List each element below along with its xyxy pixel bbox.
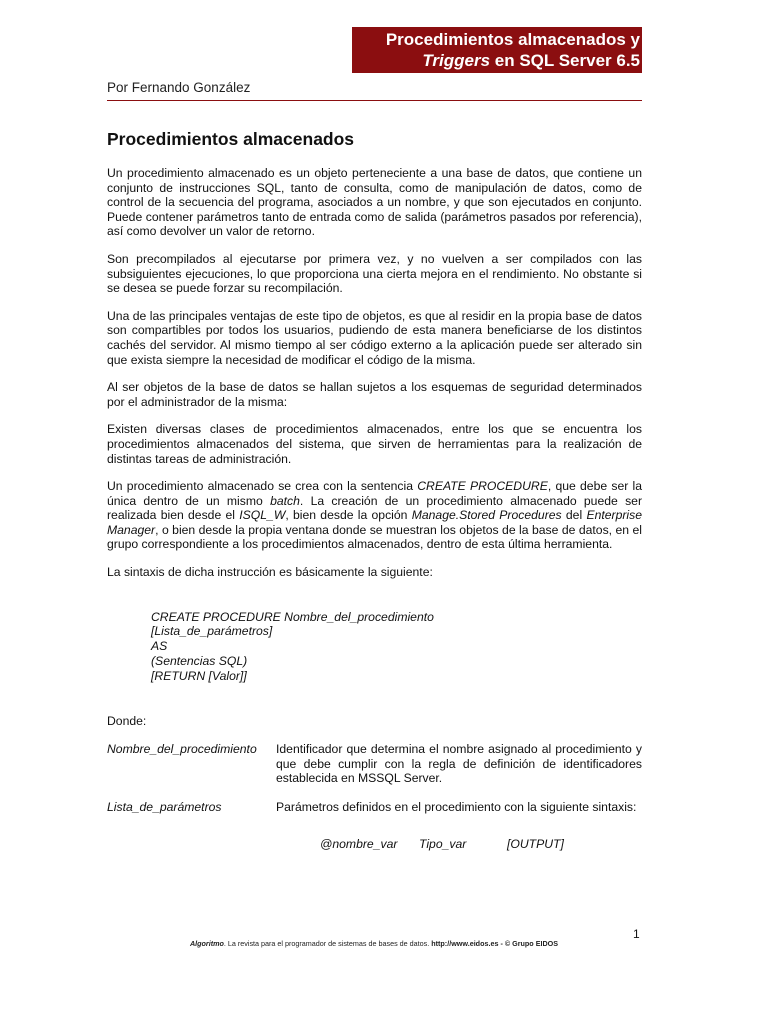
p6-text-2: , que debe ser la única dentro de un mismo — [107, 479, 643, 508]
p6-text-5: del — [561, 508, 587, 523]
banner-triggers-word: Triggers — [422, 51, 491, 70]
p6-text-4: , bien desde la opción — [285, 508, 412, 523]
p6-text-1: Un procedimiento almacenado se crea con la sentencia — [107, 479, 418, 494]
definition-desc: Parámetros definidos en el procedimiento con la siguiente sintaxis: — [276, 800, 637, 815]
definitions-list — [107, 742, 642, 814]
param-name: @nombre_var — [320, 836, 398, 851]
paragraph-6 — [107, 479, 642, 552]
param-syntax — [320, 837, 642, 852]
title-banner — [352, 27, 642, 73]
paragraph-1: Un procedimiento almacenado es un objeto perteneciente a una base de datos, que contiene un conjunto de instrucciones SQL, tanto de consulta, como de manipulación de datos, como de control de la secuencia del programa, asociados a un nombre, y que son ejecutados en conjunto. Puede contener parámetros tanto de entrada como de salida (parámetros pasados por referencia), así como devolver un valor de retorno. — [107, 166, 642, 239]
param-type: Tipo_var — [419, 836, 467, 851]
definition-desc: Identificador que determina el nombre asignado al procedimiento y que debe cumplir con la regla de definición de identificadores establecida en MSSQL Server. — [276, 742, 642, 786]
p6-italic-isql: ISQL_W — [239, 508, 286, 523]
code-line: [RETURN [Valor]] — [151, 668, 247, 683]
code-line: CREATE PROCEDURE Nombre_del_procedimiento — [151, 609, 434, 624]
paragraph-2: Son precompilados al ejecutarse por primera vez, y no vuelven a ser compilados con las subsiguientes ejecuciones, lo que proporciona una cierta mejora en el rendimiento. No obstante si se desea se puede forzar su recompilación. — [107, 251, 642, 296]
header-divider — [107, 100, 642, 101]
banner-title-rest: en SQL Server 6.5 — [490, 51, 640, 70]
code-line: AS — [151, 639, 168, 654]
p6-italic-create-procedure: CREATE PROCEDURE — [417, 479, 548, 494]
code-line: (Sentencias SQL) — [151, 654, 248, 669]
p6-italic-batch: batch — [270, 493, 300, 508]
donde-label: Donde: — [107, 713, 147, 728]
definition-row — [107, 742, 642, 786]
p6-italic-manage: Manage.Stored Procedures — [411, 508, 562, 523]
p6-text-3: . La creación de un procedimiento almacenado puede ser realizada bien desde el — [107, 493, 643, 523]
definition-row — [107, 800, 642, 815]
code-line: [Lista_de_parámetros] — [151, 624, 273, 639]
paragraph-5: Existen diversas clases de procedimientos almacenados, entre los que se encuentra los procedimientos almacenados del sistema, que sirven de herramientas para la realización de distintas tareas de administración. — [107, 422, 642, 466]
footer-link[interactable]: http://www.eidos.es - © Grupo EIDOS — [431, 939, 559, 948]
banner-title-line1: Procedimientos almacenados y — [385, 30, 640, 49]
footer-brand: Algoritmo — [189, 939, 224, 948]
document-body — [107, 128, 642, 851]
definition-term: Nombre_del_procedimiento — [107, 742, 257, 757]
section-title: Procedimientos almacenados — [107, 129, 355, 149]
banner-title-line2 — [352, 50, 640, 71]
p6-text-6: , o bien desde la propia ventana donde se muestran los objetos de la base de datos, en el grupo correspondiente a los procedimientos almacenados, dentro de esta última herramienta. — [107, 522, 642, 552]
code-block — [151, 610, 642, 684]
page-number: 1 — [633, 927, 640, 941]
author-byline: Por Fernando González — [107, 80, 251, 95]
footer — [0, 939, 748, 948]
footer-text: . La revista para el programador de sistemas de bases de datos. — [223, 939, 432, 948]
definition-term: Lista_de_parámetros — [107, 800, 222, 815]
paragraph-3: Una de las principales ventajas de este tipo de objetos, es que al residir en la propia base de datos son compartibles por todos los usuarios, pudiendo de esta manera beneficiarse de los distintos cachés del servidor. Al mismo tiempo al ser código externo a la aplicación puede ser alterado sin que exista siempre la necesidad de modificar el código de la misma. — [107, 308, 642, 367]
syntax-intro: La sintaxis de dicha instrucción es básicamente la siguiente: — [107, 565, 433, 580]
param-output: [OUTPUT] — [507, 836, 564, 851]
p6-italic-enterprise-manager: Enterprise Manager — [107, 508, 642, 537]
paragraph-4: Al ser objetos de la base de datos se hallan sujetos a los esquemas de seguridad determinados por el administrador de la misma: — [107, 380, 642, 409]
